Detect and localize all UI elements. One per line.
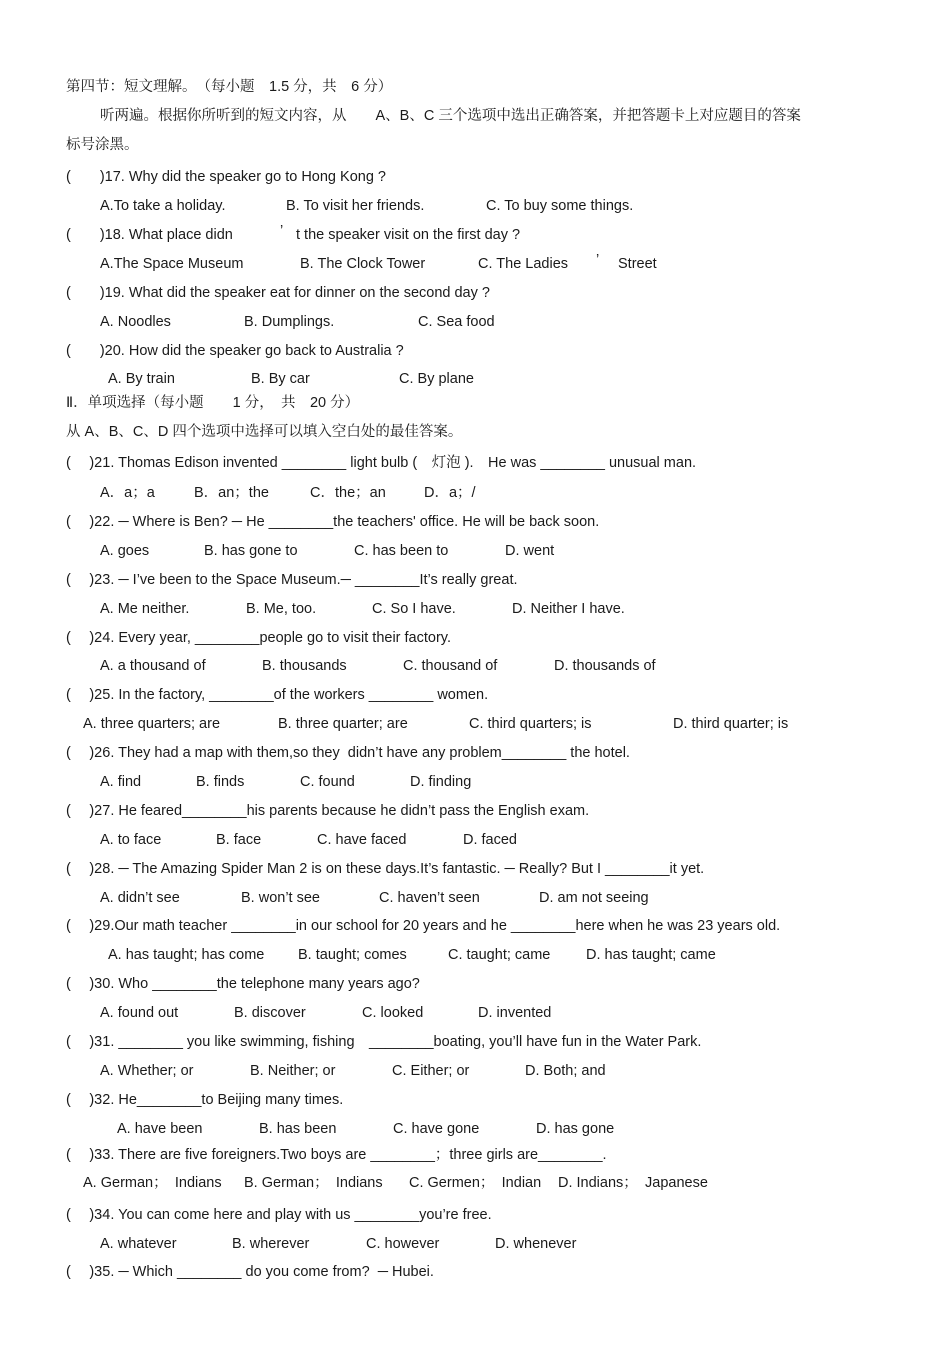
q17-option-c: C. To buy some things. [486,198,634,214]
q31-option-b: B. Neither; or [250,1063,336,1079]
question-26: ( )26. They had a map with them,so they didn’t have any problem________ the hotel. [66,745,630,761]
q19-option-c: C. Sea food [418,314,495,330]
q18-option-b: B. The Clock Tower [300,256,426,272]
question-29: ( )29.Our math teacher ________in our school for 20 years and he ________here when he was 23 years old. [66,918,781,934]
q33-option-d: D. Indians； Japanese [558,1175,708,1191]
q21-option-d: D．a；/ [424,485,476,501]
q20-option-c: C. By plane [399,371,474,387]
question-27: ( )27. He feared________his parents because he didn’t pass the English exam. [66,803,590,819]
section4-instruction-cont: 标号涂黑。 [66,137,139,153]
q31-option-c: C. Either; or [392,1063,470,1079]
q21-option-b: B．an；the [194,485,269,501]
q19-option-b: B. Dumplings. [244,314,335,330]
q22-option-c: C. has been to [354,543,449,559]
q20-option-a: A. By train [108,371,175,387]
q17-option-a: A.To take a holiday. [100,198,226,214]
section4-title: 第四节：短文理解。 （每小题 1.5 分，共 6 分） [66,79,393,95]
q30-option-b: B. discover [234,1005,306,1021]
question-23: ( )23. ─ I’ve been to the Space Museum.─ ________It’s really great. [66,572,518,588]
q18-option-c-apostrophe: ’ [596,252,600,268]
q30-option-d: D. invented [478,1005,552,1021]
q22-option-b: B. has gone to [204,543,298,559]
q23-option-a: A. Me neither. [100,601,190,617]
q29-option-d: D. has taught; came [586,947,716,963]
q28-option-c: C. haven’t seen [379,890,480,906]
question-25: ( )25. In the factory, ________of the workers ________ women. [66,687,489,703]
q34-option-d: D. whenever [495,1236,577,1252]
q30-option-c: C. looked [362,1005,424,1021]
q23-option-d: D. Neither I have. [512,601,625,617]
q27-option-d: D. faced [463,832,517,848]
q34-option-b: B. wherever [232,1236,310,1252]
q24-option-a: A. a thousand of [100,658,206,674]
q25-option-d: D. third quarter; is [673,716,789,732]
q27-option-a: A. to face [100,832,162,848]
q26-option-d: D. finding [410,774,472,790]
question-17: ( )17. Why did the speaker go to Hong Kong ? [66,169,386,185]
question-20: ( )20. How did the speaker go back to Australia ? [66,343,404,359]
q17-option-b: B. To visit her friends. [286,198,425,214]
q32-option-b: B. has been [259,1121,337,1137]
question-30: ( )30. Who ________the telephone many years ago? [66,976,420,992]
question-18: ( )18. What place didn [66,227,233,243]
q18-option-c-tail: Street [618,256,657,272]
q25-option-a: A. three quarters; are [83,716,221,732]
q33-option-b: B. German； Indians [244,1175,383,1191]
question-31: ( )31. ________ you like swimming, fishing ________boating, you’ll have fun in the Water Park. [66,1034,702,1050]
q32-option-a: A. have been [117,1121,203,1137]
q29-option-b: B. taught; comes [298,947,407,963]
question-32: ( )32. He________to Beijing many times. [66,1092,344,1108]
q21-option-a: A．a；a [100,485,155,501]
q26-option-b: B. finds [196,774,245,790]
q18-apostrophe: ’ [280,223,284,239]
q22-option-a: A. goes [100,543,150,559]
q19-option-a: A. Noodles [100,314,171,330]
question-34: ( )34. You can come here and play with us ________you’re free. [66,1207,492,1223]
q22-option-d: D. went [505,543,555,559]
question-21: ( )21. Thomas Edison invented ________ light bulb ( 灯泡 ). He was ________ unusual man. [66,455,697,471]
section2-instruction: 从 A、B、C、D 四个选项中选择可以填入空白处的最佳答案。 [66,424,463,440]
q27-option-c: C. have faced [317,832,407,848]
q28-option-a: A. didn’t see [100,890,180,906]
q25-option-b: B. three quarter; are [278,716,408,732]
q18-option-a: A.The Space Museum [100,256,244,272]
question-35: ( )35. ─ Which ________ do you come from? ─ Hubei. [66,1264,434,1280]
q18-option-c: C. The Ladies [478,256,569,272]
q31-option-d: D. Both; and [525,1063,606,1079]
q28-option-b: B. won’t see [241,890,320,906]
section2-title: Ⅱ．单项选择（每小题 1 分， 共 20 分） [66,395,360,411]
q24-option-b: B. thousands [262,658,347,674]
question-18-cont: t the speaker visit on the first day ? [296,227,521,243]
q23-option-b: B. Me, too. [246,601,317,617]
q20-option-b: B. By car [251,371,310,387]
q34-option-c: C. however [366,1236,440,1252]
q31-option-a: A. Whether; or [100,1063,194,1079]
question-33: ( )33. There are five foreigners.Two boys are ________；three girls are________. [66,1147,607,1163]
q29-option-a: A. has taught; has come [108,947,265,963]
q33-option-a: A. German； Indians [83,1175,222,1191]
section4-instruction: 听两遍。根据你所听到的短文内容，从 A、B、C 三个选项中选出正确答案，并把答题卡上对应题目的答案 [100,108,801,124]
q33-option-c: C. Germen； Indian [409,1175,542,1191]
q28-option-d: D. am not seeing [539,890,649,906]
q29-option-c: C. taught; came [448,947,551,963]
question-24: ( )24. Every year, ________people go to visit their factory. [66,630,451,646]
question-22: ( )22. ─ Where is Ben? ─ He ________the teachers' office. He will be back soon. [66,514,600,530]
q27-option-b: B. face [216,832,262,848]
q34-option-a: A. whatever [100,1236,177,1252]
question-19: ( )19. What did the speaker eat for dinner on the second day ? [66,285,490,301]
q24-option-c: C. thousand of [403,658,498,674]
question-28: ( )28. ─ The Amazing Spider Man 2 is on these days.It’s fantastic. ─ Really? But I ________it yet. [66,861,705,877]
q32-option-c: C. have gone [393,1121,480,1137]
q24-option-d: D. thousands of [554,658,656,674]
q32-option-d: D. has gone [536,1121,615,1137]
q25-option-c: C. third quarters; is [469,716,592,732]
q26-option-a: A. find [100,774,142,790]
q23-option-c: C. So I have. [372,601,456,617]
q21-option-c: C．the；an [310,485,386,501]
q26-option-c: C. found [300,774,355,790]
q30-option-a: A. found out [100,1005,179,1021]
